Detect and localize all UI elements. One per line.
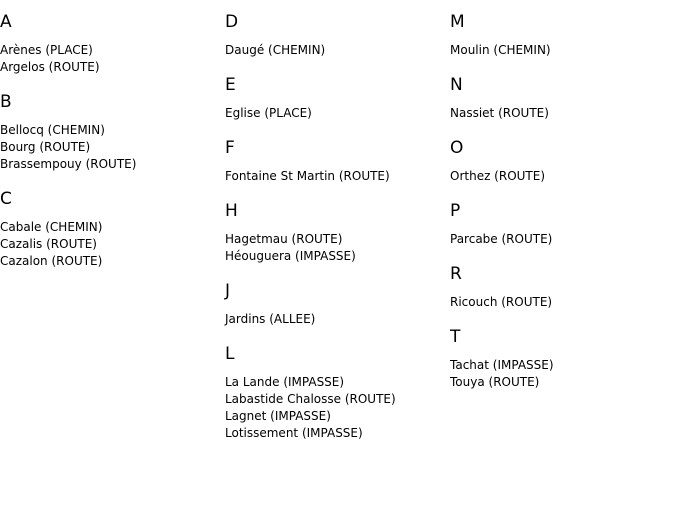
letter-group-h — [225, 201, 450, 265]
street-list — [450, 357, 675, 391]
street-item[interactable]: Fontaine St Martin (ROUTE) — [225, 169, 390, 183]
letter-heading: H — [225, 201, 238, 221]
street-item[interactable]: Parcabe (ROUTE) — [450, 232, 553, 246]
street-item[interactable]: Touya (ROUTE) — [450, 375, 540, 389]
letter-group-p — [450, 201, 675, 248]
street-list — [225, 105, 450, 122]
letter-heading: L — [225, 344, 235, 364]
street-item[interactable]: Eglise (PLACE) — [225, 106, 312, 120]
letter-group-m — [450, 12, 675, 59]
letter-group-f — [225, 138, 450, 185]
street-item[interactable]: Labastide Chalosse (ROUTE) — [225, 392, 396, 406]
street-list — [0, 219, 225, 270]
letter-group-j — [225, 281, 450, 328]
street-list — [450, 231, 675, 248]
letter-group-r — [450, 264, 675, 311]
index-column — [450, 0, 675, 407]
letter-group-d — [225, 12, 450, 59]
street-list — [225, 231, 450, 265]
letter-group-o — [450, 138, 675, 185]
street-list — [450, 105, 675, 122]
street-item[interactable]: La Lande (IMPASSE) — [225, 375, 345, 389]
street-item[interactable]: Moulin (CHEMIN) — [450, 43, 551, 57]
letter-group-l — [225, 344, 450, 442]
street-item[interactable]: Orthez (ROUTE) — [450, 169, 546, 183]
street-item[interactable]: Cazalon (ROUTE) — [0, 254, 103, 268]
street-item[interactable]: Jardins (ALLEE) — [225, 312, 316, 326]
street-list — [450, 42, 675, 59]
street-item[interactable]: Nassiet (ROUTE) — [450, 106, 549, 120]
letter-heading: J — [225, 281, 231, 301]
street-item[interactable]: Arènes (PLACE) — [0, 43, 93, 57]
street-list — [225, 311, 450, 328]
letter-heading: R — [450, 264, 462, 284]
street-item[interactable]: Cazalis (ROUTE) — [0, 237, 97, 251]
letter-heading: E — [225, 75, 236, 95]
street-item[interactable]: Hagetmau (ROUTE) — [225, 232, 343, 246]
letter-group-b — [0, 92, 225, 173]
street-item[interactable]: Brassempouy (ROUTE) — [0, 157, 137, 171]
letter-group-e — [225, 75, 450, 122]
letter-heading: M — [450, 12, 465, 32]
street-list — [450, 168, 675, 185]
letter-heading: T — [450, 327, 461, 347]
street-list — [225, 374, 450, 442]
letter-heading: O — [450, 138, 464, 158]
letter-heading: D — [225, 12, 239, 32]
street-list — [0, 42, 225, 76]
street-item[interactable]: Cabale (CHEMIN) — [0, 220, 103, 234]
street-item[interactable]: Héouguera (IMPASSE) — [225, 249, 356, 263]
street-item[interactable]: Lotissement (IMPASSE) — [225, 426, 363, 440]
street-item[interactable]: Lagnet (IMPASSE) — [225, 409, 331, 423]
street-list — [225, 42, 450, 59]
street-item[interactable]: Bellocq (CHEMIN) — [0, 123, 105, 137]
street-list — [0, 122, 225, 173]
street-item[interactable]: Argelos (ROUTE) — [0, 60, 100, 74]
letter-group-t — [450, 327, 675, 391]
street-item[interactable]: Tachat (IMPASSE) — [450, 358, 554, 372]
street-item[interactable]: Daugé (CHEMIN) — [225, 43, 326, 57]
letter-heading: P — [450, 201, 461, 221]
letter-group-a — [0, 12, 225, 76]
street-list — [450, 294, 675, 311]
street-list — [225, 168, 450, 185]
street-item[interactable]: Bourg (ROUTE) — [0, 140, 91, 154]
letter-heading: C — [0, 189, 12, 209]
letter-heading: B — [0, 92, 12, 112]
index-column — [225, 0, 450, 458]
letter-group-c — [0, 189, 225, 270]
index-column — [0, 0, 225, 286]
letter-heading: A — [0, 12, 12, 32]
letter-heading: F — [225, 138, 235, 158]
letter-heading: N — [450, 75, 463, 95]
letter-group-n — [450, 75, 675, 122]
street-item[interactable]: Ricouch (ROUTE) — [450, 295, 553, 309]
